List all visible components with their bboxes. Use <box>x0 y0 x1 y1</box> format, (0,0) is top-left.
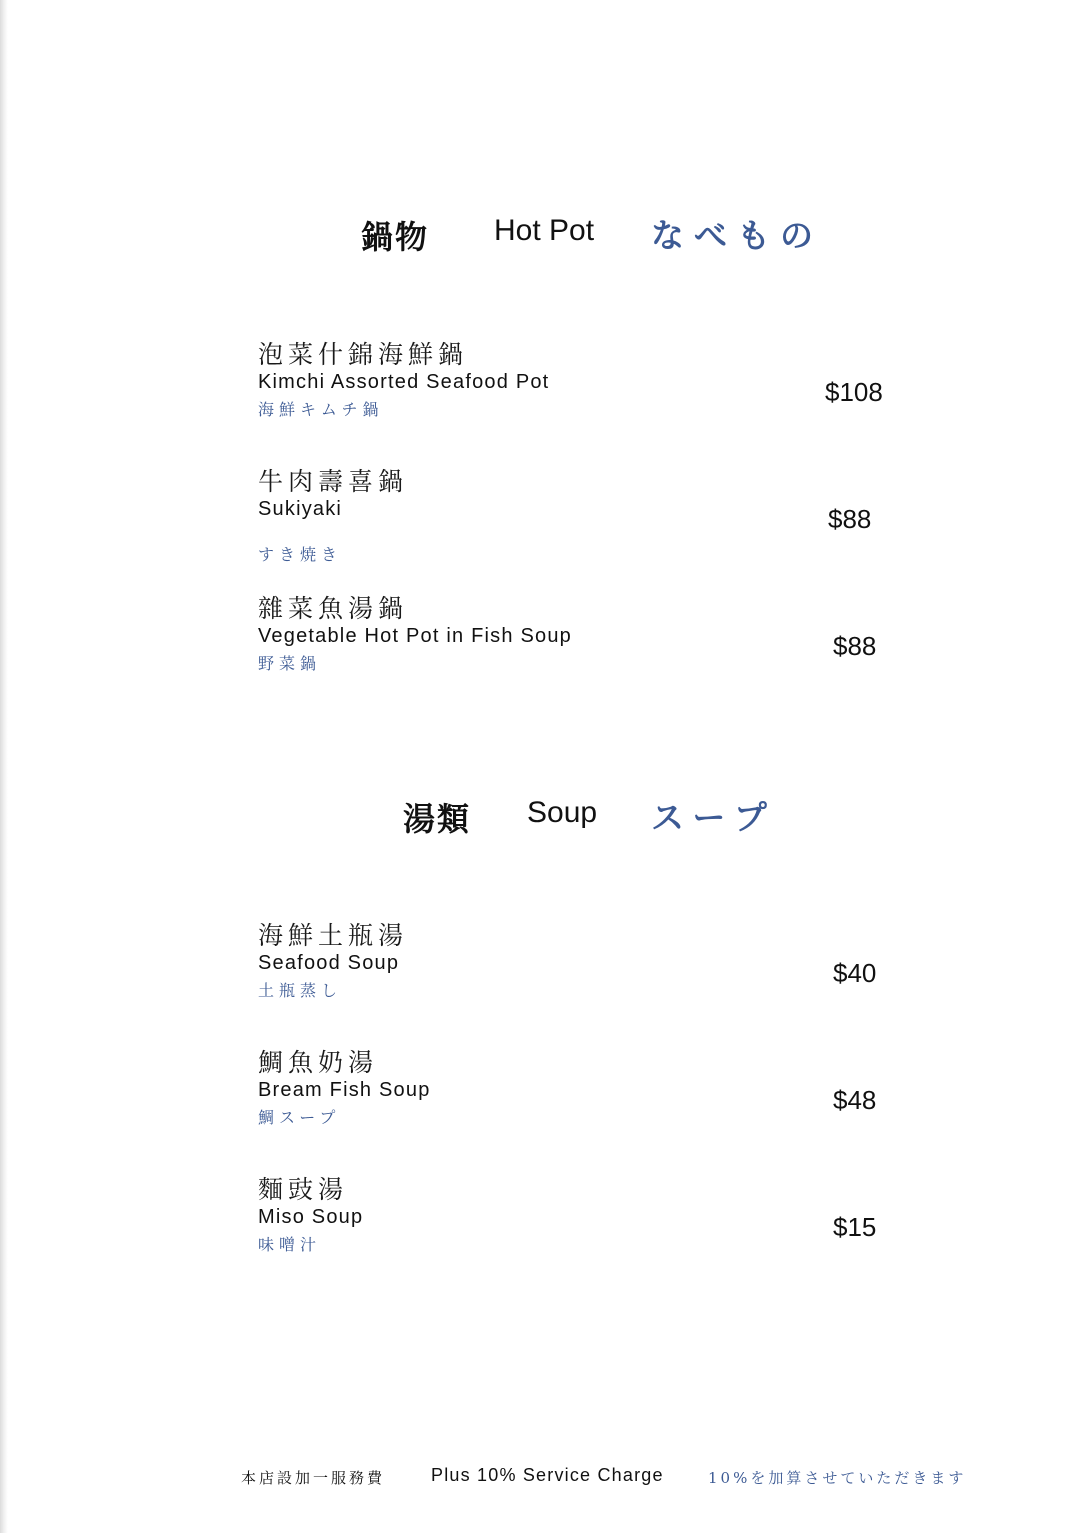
item-name-zh: 海鮮土瓶湯 <box>258 921 409 950</box>
item-name-ja: 鯛スープ <box>258 1108 341 1127</box>
section-header-soup <box>0 794 1080 854</box>
item-name-zh: 泡菜什錦海鮮鍋 <box>258 340 469 369</box>
item-name-ja: 野菜鍋 <box>258 654 322 673</box>
item-name-en: Bream Fish Soup <box>258 1079 431 1101</box>
item-price: $15 <box>833 1212 877 1242</box>
item-name-en: Kimchi Assorted Seafood Pot <box>258 371 550 393</box>
service-charge-zh: 本店設加一服務費 <box>241 1469 386 1487</box>
menu-item-sukiyaki <box>258 462 898 582</box>
item-name-ja: 海鮮キムチ鍋 <box>258 400 384 419</box>
item-name-zh: 麵豉湯 <box>258 1175 349 1204</box>
menu-item-vegetable-fish-soup-pot <box>258 589 898 709</box>
item-name-en: Vegetable Hot Pot in Fish Soup <box>258 625 572 647</box>
section-title-ja: スープ <box>651 798 777 837</box>
service-charge-en: Plus 10% Service Charge <box>431 1465 664 1485</box>
item-price: $88 <box>833 631 877 661</box>
item-name-zh: 牛肉壽喜鍋 <box>258 467 409 496</box>
item-name-en: Sukiyaki <box>258 498 343 520</box>
menu-item-seafood-soup <box>258 916 898 1036</box>
item-name-en: Seafood Soup <box>258 952 400 974</box>
section-header-hotpot <box>0 212 1080 272</box>
item-name-ja: すき焼き <box>258 545 343 564</box>
menu-item-miso-soup <box>258 1170 898 1290</box>
service-charge-note <box>0 1464 1080 1494</box>
menu-item-bream-fish-soup <box>258 1043 898 1163</box>
section-title-en: Soup <box>527 796 598 829</box>
item-name-en: Miso Soup <box>258 1206 364 1228</box>
item-price: $40 <box>833 958 877 988</box>
section-title-en: Hot Pot <box>494 214 595 247</box>
menu-item-kimchi-seafood-pot <box>258 335 898 455</box>
item-name-ja: 味噌汁 <box>258 1235 322 1254</box>
item-price: $108 <box>825 377 883 407</box>
item-name-zh: 雜菜魚湯鍋 <box>258 594 409 623</box>
service-charge-ja: 10%を加算させていただきます <box>708 1469 967 1487</box>
section-title-ja: なべもの <box>651 216 823 255</box>
section-title-zh: 湯類 <box>403 800 472 838</box>
item-name-ja: 土瓶蒸し <box>258 981 343 1000</box>
item-price: $48 <box>833 1085 877 1115</box>
item-name-zh: 鯛魚奶湯 <box>258 1048 379 1077</box>
section-title-zh: 鍋物 <box>361 218 430 256</box>
item-price: $88 <box>828 504 872 534</box>
